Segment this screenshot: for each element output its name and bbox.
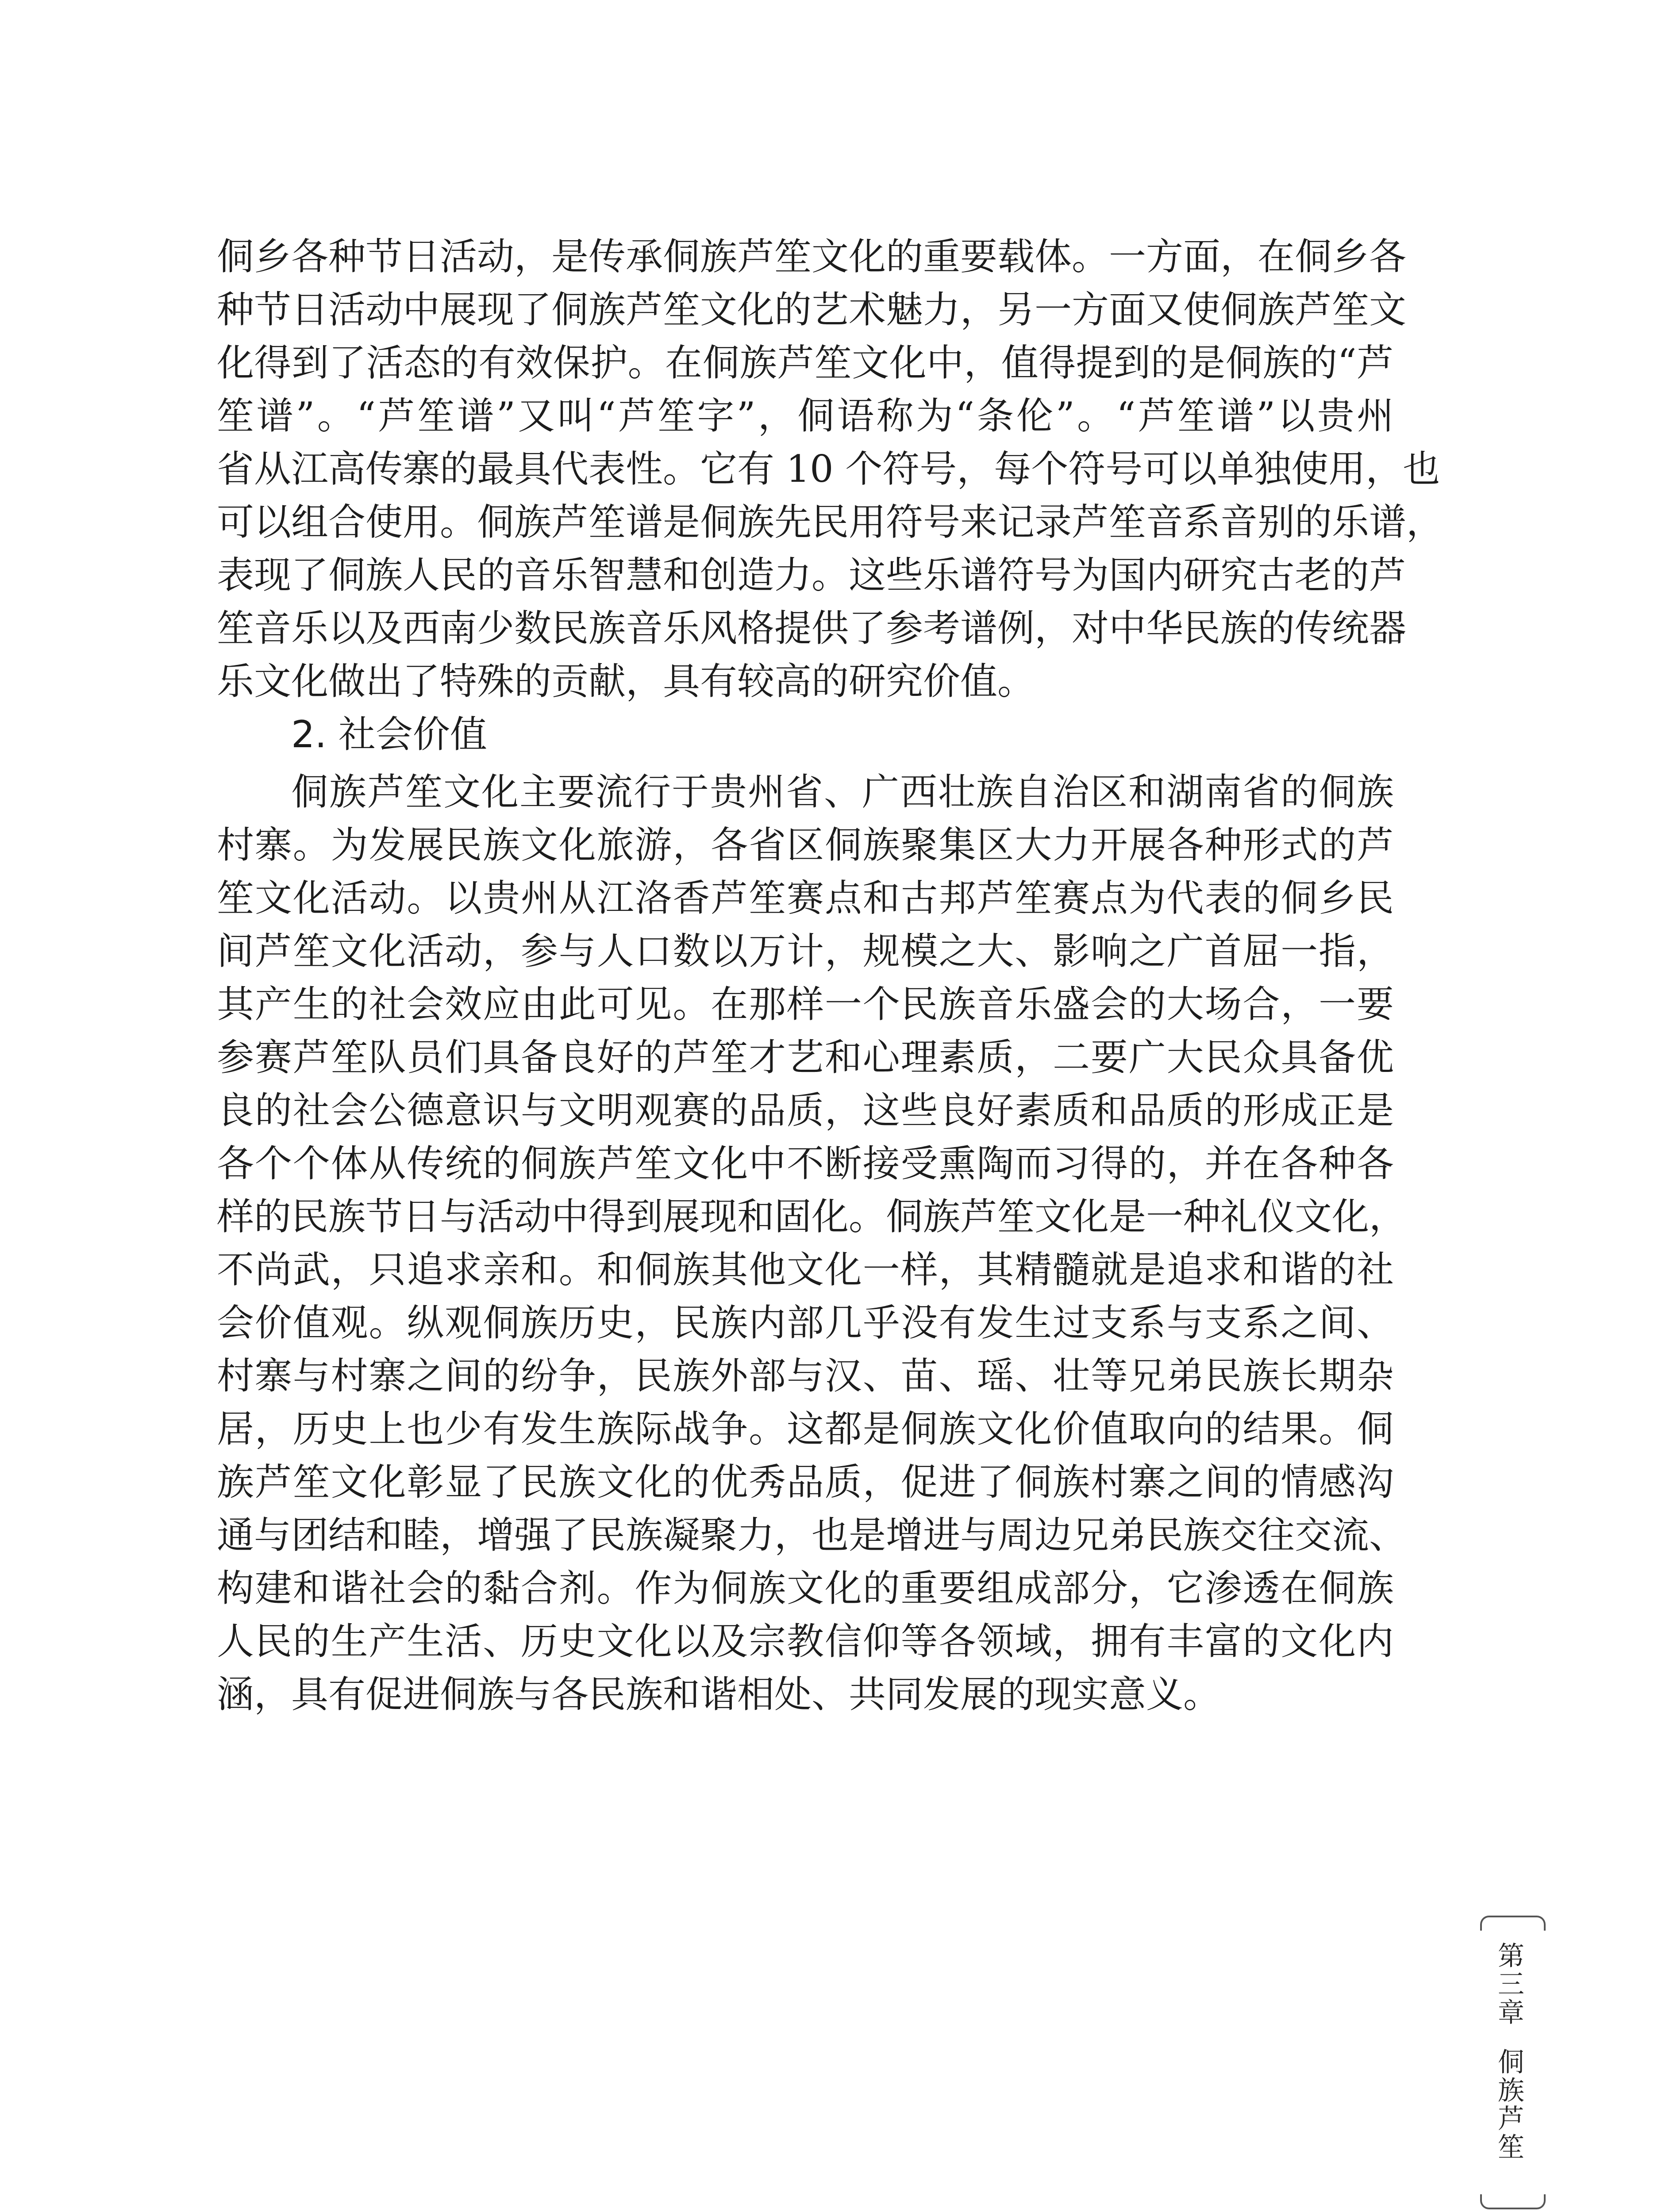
text-line: 人民的生产生活、历史文化以及宗教信仰等各领域，拥有丰富的文化内 — [217, 1620, 1394, 1663]
text-line: 居，历史上也少有发生族际战争。这都是侗族文化价值取向的结果。侗 — [217, 1407, 1394, 1451]
text-line: 各个个体从传统的侗族芦笙文化中不断接受熏陶而习得的，并在各种各 — [217, 1142, 1394, 1185]
text-line: 构建和谐社会的黏合剂。作为侗族文化的重要组成部分，它渗透在侗族 — [217, 1567, 1394, 1610]
text-line: 侗乡各种节日活动，是传承侗族芦笙文化的重要载体。一方面，在侗乡各 — [217, 235, 1407, 278]
text-line: 笙音乐以及西南少数民族音乐风格提供了参考谱例，对中华民族的传统器 — [217, 607, 1407, 650]
text-line: 可以组合使用。侗族芦笙谱是侗族先民用符号来记录芦笙音系音别的乐谱， — [217, 500, 1444, 544]
text-line: 村寨与村寨之间的纷争，民族外部与汉、苗、瑶、壮等兄弟民族长期杂 — [217, 1354, 1394, 1398]
paragraph-1 — [217, 230, 1444, 708]
text-line: 良的社会公德意识与文明观赛的品质，这些良好素质和品质的形成正是 — [217, 1089, 1394, 1132]
chapter-title: 侗族芦笙 — [1498, 2047, 1524, 2163]
text-line: 其产生的社会效应由此可见。在那样一个民族音乐盛会的大场合，一要 — [217, 983, 1394, 1026]
text-line: 村寨。为发展民族文化旅游，各省区侗族聚集区大力开展各种形式的芦 — [217, 823, 1394, 867]
text-line: 种节日活动中展现了侗族芦笙文化的艺术魅力，另一方面又使侗族芦笙文 — [217, 288, 1407, 331]
text-line: 不尚武，只追求亲和。和侗族其他文化一样，其精髓就是追求和谐的社 — [217, 1248, 1394, 1291]
text-line: 族芦笙文化彰显了民族文化的优秀品质，促进了侗族村寨之间的情感沟 — [217, 1460, 1394, 1504]
paragraph-2 — [217, 765, 1407, 1721]
text-line: 省从江高传寨的最具代表性。它有 10 个符号，每个符号可以单独使用，也 — [217, 447, 1440, 491]
section-heading: 2. 社会价值 — [291, 713, 487, 756]
chapter-label: 第三章 — [1498, 1941, 1524, 2028]
text-line: 化得到了活态的有效保护。在侗族芦笙文化中，值得提到的是侗族的“芦 — [217, 341, 1394, 384]
bracket-top-ornament — [1480, 1916, 1546, 1931]
text-line: 参赛芦笙队员们具备良好的芦笙才艺和心理素质，二要广大民众具备优 — [217, 1036, 1394, 1079]
text-line: 笙文化活动。以贵州从江洛香芦笙赛点和古邦芦笙赛点为代表的侗乡民 — [217, 876, 1394, 920]
chapter-side-tab — [1473, 1916, 1549, 2212]
text-line: 间芦笙文化活动，参与人口数以万计，规模之大、影响之广首屈一指， — [217, 929, 1394, 973]
text-line: 笙谱”。“芦笙谱”又叫“芦笙字”，侗语称为“条伦”。“芦笙谱”以贵州 — [217, 394, 1394, 438]
page-body — [217, 230, 1444, 1721]
text-line: 涵，具有促进侗族与各民族和谐相处、共同发展的现实意义。 — [217, 1673, 1221, 1716]
bracket-bottom-ornament — [1480, 2194, 1546, 2209]
text-line: 会价值观。纵观侗族历史，民族内部几乎没有发生过支系与支系之间、 — [217, 1301, 1394, 1344]
text-line: 通与团结和睦，增强了民族凝聚力，也是增进与周边兄弟民族交往交流、 — [217, 1513, 1407, 1557]
text-line: 样的民族节日与活动中得到展现和固化。侗族芦笙文化是一种礼仪文化， — [217, 1195, 1407, 1238]
text-line: 乐文化做出了特殊的贡献，具有较高的研究价值。 — [217, 660, 1035, 703]
text-line: 侗族芦笙文化主要流行于贵州省、广西壮族自治区和湖南省的侗族 — [291, 770, 1394, 814]
text-line: 表现了侗族人民的音乐智慧和创造力。这些乐谱符号为国内研究古老的芦 — [217, 553, 1407, 597]
